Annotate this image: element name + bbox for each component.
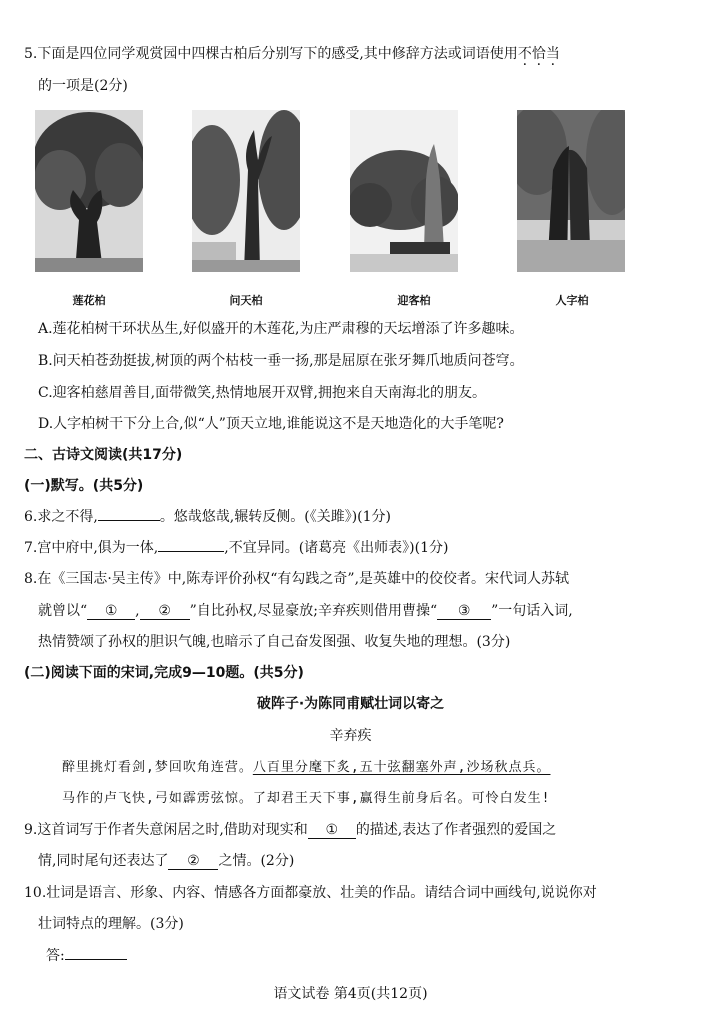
q7-blank[interactable] [158, 551, 224, 552]
underlined-verse: 八百里分麾下炙,五十弦翻塞外声,沙场秋点兵。 [252, 760, 551, 775]
q10-answer: 答: [46, 946, 127, 966]
poem-line1: 醉里挑灯看剑,梦回吹角连营。八百里分麾下炙,五十弦翻塞外声,沙场秋点兵。 [62, 760, 551, 775]
option-d: D.人字柏树干下分上合,似“人”顶天立地,谁能说这不是天地造化的大手笔呢? [38, 416, 504, 432]
caption-welcoming-cypress: 迎客柏 [397, 294, 431, 307]
photo-asking-heaven-cypress [192, 110, 300, 272]
poem-title: 破阵子·为陈同甫赋壮词以寄之 [256, 696, 445, 712]
caption-human-character-cypress: 人字柏 [555, 294, 589, 307]
q8-line3: 热情赞颂了孙权的胆识气魄,也暗示了自己奋发图强、收复失地的理想。(3分) [38, 634, 511, 650]
q8-blank-2[interactable]: ② [140, 603, 190, 620]
emphasis-char-1: 不 [517, 46, 532, 62]
q10-answer-blank[interactable] [65, 959, 127, 960]
q8-line2: 就曾以“ ① , ② ”自比孙权,尽显豪放;辛弃疾则借用曹操“ ③ ”一句话入词, [38, 603, 573, 619]
q5-stem-line1: 5.下面是四位同学观赏园中四棵古柏后分别写下的感受,其中修辞方法或词语使用不恰当 [24, 46, 560, 62]
q6-blank[interactable] [98, 520, 160, 521]
section-title: 二、古诗文阅读(共17分) [24, 447, 183, 463]
q10-line1: 10.壮词是语言、形象、内容、情感各方面都豪放、壮美的作品。请结合词中画线句,说说你对 [24, 885, 597, 901]
q6: 6.求之不得, 。悠哉悠哉,辗转反侧。(《关雎》)(1分) [24, 509, 392, 525]
emphasis-char-3: 当 [545, 46, 560, 62]
q9-blank-1[interactable]: ① [308, 822, 356, 839]
q9-line1: 9.这首词写于作者失意闲居之时,借助对现实和 ① 的描述,表达了作者强烈的爱国之 [24, 822, 557, 838]
caption-asking-heaven-cypress: 问天柏 [229, 294, 263, 307]
q5-stem-line2: 的一项是(2分) [38, 78, 128, 94]
option-c: C.迎客柏慈眉善目,面带微笑,热情地展开双臂,拥抱来自天南海北的朋友。 [38, 385, 487, 401]
q7: 7.宫中府中,俱为一体, ,不宜异同。(诸葛亮《出师表》)(1分) [24, 540, 449, 556]
page-footer: 语文试卷 第4页(共12页) [273, 986, 428, 1002]
photo-human-character-cypress [517, 110, 625, 272]
poem-line2: 马作的卢飞快,弓如霹雳弦惊。了却君王天下事,赢得生前身后名。可怜白发生! [62, 791, 551, 806]
q8-line1: 8.在《三国志·吴主传》中,陈寿评价孙权“有勾践之奇”,是英雄中的佼佼者。宋代词人苏轼 [24, 571, 570, 587]
q9-line2: 情,同时尾句还表达了 ② 之情。(2分) [38, 853, 295, 869]
part1-title: (一)默写。(共5分) [24, 478, 144, 494]
photo-lotus-cypress [35, 110, 143, 272]
poem-author: 辛弃疾 [329, 728, 372, 744]
photo-welcoming-cypress [350, 110, 458, 272]
q8-blank-3[interactable]: ③ [437, 603, 491, 620]
option-b: B.问天柏苍劲挺拔,树顶的两个枯枝一垂一扬,那是屈原在张牙舞爪地质问苍穹。 [38, 353, 524, 369]
caption-lotus-cypress: 莲花柏 [72, 294, 106, 307]
part2-title: (二)阅读下面的宋词,完成9—10题。(共5分) [24, 665, 304, 681]
emphasis-char-2: 恰 [531, 46, 546, 62]
q8-blank-1[interactable]: ① [87, 603, 135, 620]
option-a: A.莲花柏树干环状丛生,好似盛开的木莲花,为庄严肃穆的天坛增添了许多趣味。 [38, 321, 524, 337]
q10-line2: 壮词特点的理解。(3分) [38, 916, 184, 932]
q9-blank-2[interactable]: ② [168, 853, 218, 870]
